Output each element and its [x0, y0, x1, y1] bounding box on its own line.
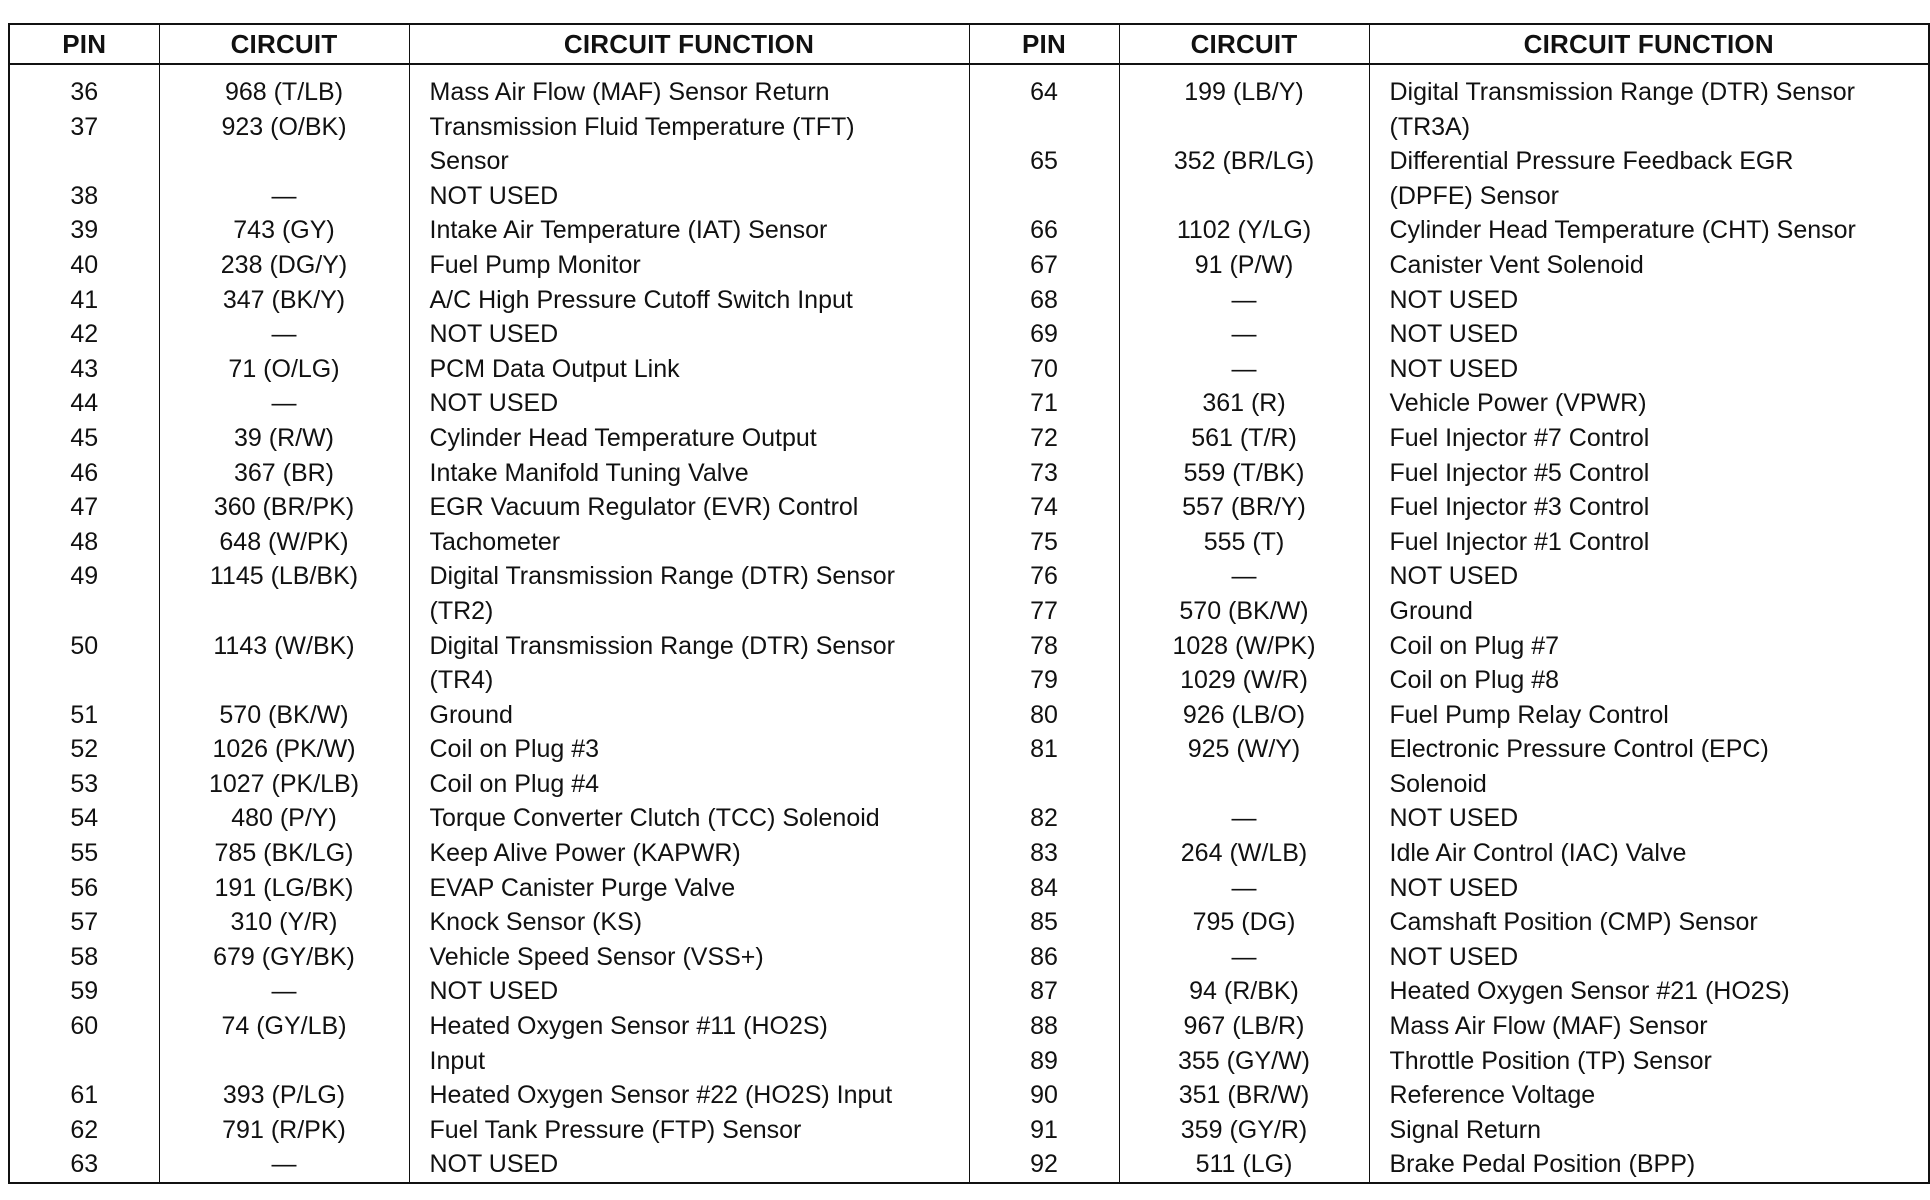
circuit-id: 199 (LB/Y) [1184, 78, 1304, 106]
circuit-function: NOT USED [1389, 942, 1519, 971]
circuit-function: NOT USED [1389, 354, 1519, 383]
spacer-row [9, 64, 1929, 75]
circuit-id: — [1231, 562, 1257, 591]
circuit-id: 310 (Y/R) [230, 908, 338, 937]
circuit-id: 1102 (Y/LG) [1176, 216, 1312, 245]
pin-number: 40 [70, 250, 99, 279]
circuit-function: Canister Vent Solenoid [1389, 250, 1644, 279]
header-row [9, 24, 1929, 64]
circuit-function: Idle Air Control (IAC) Valve [1389, 839, 1687, 868]
pin-number: 86 [1030, 942, 1058, 971]
pin-number: 48 [70, 527, 99, 556]
circuit-id: 1027 (PK/LB) [208, 769, 360, 798]
circuit-id: 264 (W/LB) [1180, 839, 1308, 868]
pin-number: 41 [70, 285, 99, 314]
circuit-id: 511 (LG) [1195, 1150, 1293, 1179]
circuit-function: A/C High Pressure Cutoff Switch Input [429, 285, 853, 314]
circuit-id: 561 (T/R) [1191, 423, 1297, 452]
pin-number: 83 [1030, 839, 1058, 868]
line-spacer [160, 1044, 409, 1079]
circuit-id: — [1231, 285, 1257, 314]
circuit-function: Tachometer [429, 527, 561, 556]
circuit-id: 926 (LB/O) [1182, 700, 1306, 729]
circuit-function: Cylinder Head Temperature Output [429, 423, 817, 452]
circuit-id: — [271, 181, 297, 210]
line-spacer [970, 110, 1119, 145]
pin-number: 63 [70, 1150, 99, 1179]
pin-number: 54 [70, 804, 99, 833]
pin-number: 69 [1030, 320, 1058, 349]
pin-number: 45 [70, 423, 99, 452]
circuit-function: NOT USED [429, 977, 559, 1006]
circuit-id: — [271, 977, 297, 1006]
circuit-id: 238 (DG/Y) [220, 250, 348, 279]
circuit-id: 967 (LB/R) [1183, 1012, 1305, 1041]
pin-number: 52 [70, 735, 99, 764]
circuit-id: 361 (R) [1202, 389, 1286, 418]
pin-number: 37 [70, 112, 99, 141]
pin-number: 42 [70, 320, 99, 349]
circuit-function: NOT USED [1389, 873, 1519, 902]
circuit-id: 968 (T/LB) [224, 78, 344, 106]
pinout-table [8, 23, 1930, 1184]
circuit-function: NOT USED [1389, 320, 1519, 349]
line-spacer [160, 663, 409, 698]
line-spacer [1120, 179, 1369, 214]
circuit-id: — [271, 389, 297, 418]
circuit-function: Electronic Pressure Control (EPC) [1389, 735, 1769, 764]
pin-number: 50 [70, 631, 99, 660]
circuit-id: 352 (BR/LG) [1173, 147, 1315, 176]
circuit-function: Brake Pedal Position (BPP) [1389, 1150, 1696, 1179]
left-function-column [409, 75, 969, 1183]
circuit-id: 1026 (PK/W) [212, 735, 356, 764]
circuit-function: Digital Transmission Range (DTR) Sensor [429, 562, 895, 591]
circuit-function: Camshaft Position (CMP) Sensor [1389, 908, 1758, 937]
circuit-id: 91 (P/W) [1194, 250, 1294, 279]
right-circuit-column [1119, 75, 1369, 1183]
pin-number: 64 [1030, 78, 1058, 106]
line-spacer [10, 594, 159, 629]
circuit-id: 648 (W/PK) [219, 527, 349, 556]
pin-number: 90 [1030, 1081, 1058, 1110]
circuit-id: — [1231, 320, 1257, 349]
pin-number: 70 [1030, 354, 1058, 383]
circuit-function: Reference Voltage [1389, 1081, 1596, 1110]
pin-number: 62 [70, 1115, 99, 1144]
line-spacer [10, 1044, 159, 1079]
circuit-function: Sensor [429, 147, 509, 176]
circuit-id: — [1231, 942, 1257, 971]
circuit-function: Mass Air Flow (MAF) Sensor [1389, 1012, 1708, 1041]
circuit-id: 351 (BR/W) [1178, 1081, 1310, 1110]
circuit-id: 191 (LG/BK) [214, 873, 354, 902]
circuit-function: Intake Manifold Tuning Valve [429, 458, 749, 487]
circuit-function: Fuel Pump Monitor [429, 250, 641, 279]
circuit-function: Cylinder Head Temperature (CHT) Sensor [1389, 216, 1856, 245]
pin-number: 61 [70, 1081, 99, 1110]
circuit-id: 555 (T) [1203, 527, 1285, 556]
pin-number: 49 [70, 562, 99, 591]
line-spacer [970, 767, 1119, 802]
left-pin-column [9, 75, 159, 1183]
circuit-function: NOT USED [429, 320, 559, 349]
circuit-id: 480 (P/Y) [231, 804, 337, 833]
circuit-function: Heated Oxygen Sensor #11 (HO2S) [429, 1012, 828, 1041]
circuit-id: 74 (GY/LB) [221, 1012, 347, 1041]
spacer-cell [9, 64, 159, 75]
circuit-id: 359 (GY/R) [1180, 1115, 1308, 1144]
circuit-id: 791 (R/PK) [222, 1115, 346, 1144]
circuit-id: 570 (BK/W) [219, 700, 349, 729]
pin-number: 78 [1030, 631, 1058, 660]
pin-number: 72 [1030, 423, 1058, 452]
circuit-function: PCM Data Output Link [429, 354, 680, 383]
header-pin-right: PIN [969, 24, 1119, 64]
pin-number: 46 [70, 458, 99, 487]
line-spacer [10, 144, 159, 179]
spacer-cell [159, 64, 409, 75]
spacer-cell [1119, 64, 1369, 75]
circuit-id: 1143 (W/BK) [213, 631, 355, 660]
circuit-function: Solenoid [1389, 769, 1487, 798]
circuit-function: Ground [429, 700, 513, 729]
line-spacer [10, 663, 159, 698]
circuit-function: Transmission Fluid Temperature (TFT) [429, 112, 855, 141]
circuit-function: (TR4) [429, 666, 494, 695]
line-spacer [160, 144, 409, 179]
circuit-function: Knock Sensor (KS) [429, 908, 643, 937]
pin-number: 74 [1030, 493, 1058, 522]
circuit-function: Vehicle Speed Sensor (VSS+) [429, 942, 764, 971]
circuit-id: 925 (W/Y) [1187, 735, 1301, 764]
circuit-function: Vehicle Power (VPWR) [1389, 389, 1647, 418]
pin-number: 89 [1030, 1046, 1058, 1075]
circuit-id: 71 (O/LG) [228, 354, 340, 383]
circuit-id: 1029 (W/R) [1180, 666, 1308, 695]
circuit-function: (DPFE) Sensor [1389, 181, 1559, 210]
circuit-function: EVAP Canister Purge Valve [429, 873, 736, 902]
header-function-left: CIRCUIT FUNCTION [409, 24, 969, 64]
circuit-function: Fuel Injector #3 Control [1389, 493, 1650, 522]
circuit-id: — [1231, 354, 1257, 383]
circuit-function: NOT USED [429, 181, 559, 210]
circuit-function: EGR Vacuum Regulator (EVR) Control [429, 493, 859, 522]
circuit-function: Fuel Tank Pressure (FTP) Sensor [429, 1115, 802, 1144]
pin-number: 36 [70, 78, 99, 106]
circuit-function: Fuel Injector #5 Control [1389, 458, 1650, 487]
right-function-column [1369, 75, 1929, 1183]
line-spacer [160, 594, 409, 629]
pin-number: 92 [1030, 1150, 1058, 1179]
spacer-cell [1369, 64, 1929, 75]
circuit-id: 559 (T/BK) [1183, 458, 1305, 487]
right-pin-column [969, 75, 1119, 1183]
circuit-id: — [1231, 873, 1257, 902]
pin-number: 77 [1030, 596, 1058, 625]
circuit-function: Keep Alive Power (KAPWR) [429, 839, 741, 868]
pin-number: 43 [70, 354, 99, 383]
circuit-id: 743 (GY) [233, 216, 335, 245]
circuit-id: 355 (GY/W) [1178, 1046, 1310, 1075]
circuit-function: Coil on Plug #7 [1389, 631, 1560, 660]
circuit-id: 570 (BK/W) [1179, 596, 1309, 625]
pin-number: 82 [1030, 804, 1058, 833]
circuit-function: Input [429, 1046, 486, 1075]
circuit-id: — [271, 320, 297, 349]
circuit-id: 557 (BR/Y) [1182, 493, 1306, 522]
pin-number: 44 [70, 389, 99, 418]
body-row [9, 75, 1929, 1183]
pin-number: 88 [1030, 1012, 1058, 1041]
circuit-id: 347 (BK/Y) [222, 285, 346, 314]
circuit-function: Ground [1389, 596, 1473, 625]
pin-number: 56 [70, 873, 99, 902]
header-pin-left: PIN [9, 24, 159, 64]
circuit-function: Coil on Plug #8 [1389, 666, 1560, 695]
circuit-id: 679 (GY/BK) [213, 942, 355, 971]
left-circuit-column [159, 75, 409, 1183]
pin-number: 80 [1030, 700, 1058, 729]
pin-number: 66 [1030, 216, 1058, 245]
circuit-id: 393 (P/LG) [222, 1081, 346, 1110]
pin-number: 87 [1030, 977, 1058, 1006]
line-spacer [970, 179, 1119, 214]
pin-number: 75 [1030, 527, 1058, 556]
circuit-function: Torque Converter Clutch (TCC) Solenoid [429, 804, 880, 833]
pin-number: 55 [70, 839, 99, 868]
pin-number: 60 [70, 1012, 99, 1041]
line-spacer [1120, 767, 1369, 802]
spacer-cell [969, 64, 1119, 75]
header-circuit-left: CIRCUIT [159, 24, 409, 64]
circuit-id: 94 (R/BK) [1189, 977, 1299, 1006]
circuit-function: NOT USED [1389, 804, 1519, 833]
circuit-id: 367 (BR) [233, 458, 335, 487]
circuit-function: Coil on Plug #4 [429, 769, 600, 798]
line-spacer [1120, 110, 1369, 145]
header-function-right: CIRCUIT FUNCTION [1369, 24, 1929, 64]
circuit-function: (TR2) [429, 596, 494, 625]
circuit-id: 39 (R/W) [234, 423, 334, 452]
circuit-id: 795 (DG) [1192, 908, 1296, 937]
pin-number: 53 [70, 769, 99, 798]
pinout-sheet [8, 23, 1920, 1193]
circuit-function: (TR3A) [1389, 112, 1471, 141]
pin-number: 58 [70, 942, 99, 971]
pin-number: 38 [70, 181, 99, 210]
circuit-function: Intake Air Temperature (IAT) Sensor [429, 216, 828, 245]
circuit-id: 1145 (LB/BK) [209, 562, 359, 591]
circuit-function: Throttle Position (TP) Sensor [1389, 1046, 1712, 1075]
circuit-function: Coil on Plug #3 [429, 735, 600, 764]
circuit-function: NOT USED [1389, 562, 1519, 591]
header-circuit-right: CIRCUIT [1119, 24, 1369, 64]
circuit-function: Digital Transmission Range (DTR) Sensor [1389, 78, 1855, 106]
pin-number: 59 [70, 977, 99, 1006]
pin-number: 51 [70, 700, 99, 729]
circuit-function: NOT USED [429, 1150, 559, 1179]
spacer-cell [409, 64, 969, 75]
pin-number: 76 [1030, 562, 1058, 591]
pin-number: 67 [1030, 250, 1058, 279]
circuit-function: Fuel Injector #1 Control [1389, 527, 1650, 556]
circuit-function: Heated Oxygen Sensor #22 (HO2S) Input [429, 1081, 893, 1110]
circuit-id: — [271, 1150, 297, 1179]
circuit-function: Heated Oxygen Sensor #21 (HO2S) [1389, 977, 1790, 1006]
pin-number: 91 [1030, 1115, 1058, 1144]
pin-number: 84 [1030, 873, 1058, 902]
circuit-id: 360 (BR/PK) [213, 493, 355, 522]
pin-number: 39 [70, 216, 99, 245]
circuit-function: Mass Air Flow (MAF) Sensor Return [429, 78, 830, 106]
pin-number: 73 [1030, 458, 1058, 487]
circuit-id: — [1231, 804, 1257, 833]
pin-number: 65 [1030, 147, 1058, 176]
circuit-id: 923 (O/BK) [221, 112, 347, 141]
pin-number: 47 [70, 493, 99, 522]
circuit-function: Fuel Injector #7 Control [1389, 423, 1650, 452]
pin-number: 79 [1030, 666, 1058, 695]
circuit-id: 1028 (W/PK) [1172, 631, 1316, 660]
pin-number: 81 [1030, 735, 1058, 764]
pin-number: 68 [1030, 285, 1058, 314]
circuit-function: Fuel Pump Relay Control [1389, 700, 1669, 729]
circuit-function: NOT USED [429, 389, 559, 418]
circuit-function: Digital Transmission Range (DTR) Sensor [429, 631, 895, 660]
circuit-function: Signal Return [1389, 1115, 1541, 1144]
circuit-id: 785 (BK/LG) [214, 839, 354, 868]
circuit-function: Differential Pressure Feedback EGR [1389, 147, 1794, 176]
circuit-function: NOT USED [1389, 285, 1519, 314]
pin-number: 85 [1030, 908, 1058, 937]
pin-number: 57 [70, 908, 99, 937]
pin-number: 71 [1030, 389, 1058, 418]
